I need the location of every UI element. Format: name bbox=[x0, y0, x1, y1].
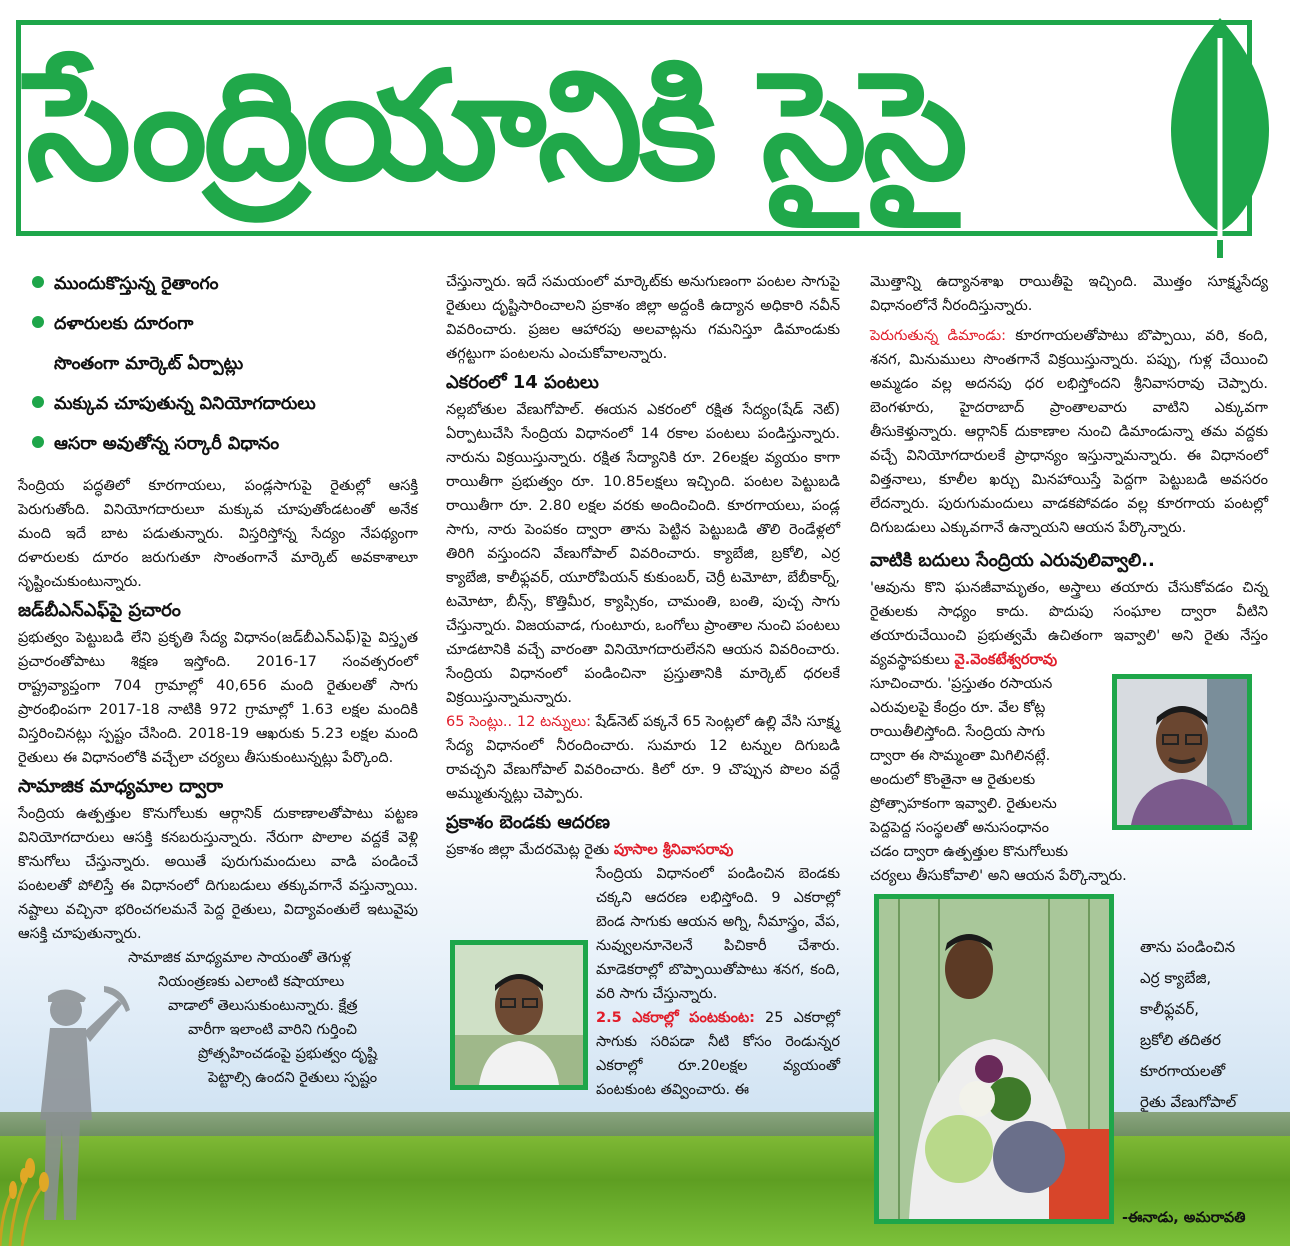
fourteen-crops-paragraph: నల్లబోతుల వేణుగోపాల్. ఈయన ఎకరంలో రక్షిత సేద్యం(షేడ్ నెట్) ఏర్పాటుచేసి సేంద్రియ విధానంలో 14 రకాల పంటలు పండిస్తున్నారు. నారును విక్రయిస్తున్నారు. రక్షిత సేద్యానికి రూ. 26లక్షల వ్యయం కాగా రాయితీగా ప్రభుత్వం రూ. 10.85లక్షలు ఇచ్చింది. పంటల పెట్టుబడి రాయితీగా రూ. 2.80 లక్షల వరకు అందించింది. కూరగాయలు, పండ్ల సాగు, నారు పెంపకం ద్వారా తాను పెట్టిన పెట్టుబడి తొలి రెండేళ్లలో తిరిగి వస్తుందని వేణుగోపాల్ వివరించారు. క్యాబేజి, బ్రకోలి, ఎర్ర క్యాబేజి, కాలీఫ్లవర్, యూరోపియన్ కుకుంబర్, చెర్రీ టమోటా, బేబీకార్న్, టమోటా, బీన్స్, కొత్తిమీర, క్యాప్సికం, చామంతి, బంతి, పుచ్చ సాగు చేస్తున్నారు. విజయవాడ, గుంటూరు, ఒంగోలు ప్రాంతాల నుంచి పంటలు చూడటానికి వచ్చే వారంతా వినియోగదారులేనని ఆయన వివరించారు. సేంద్రియ విధానంలో పండించినా ప్రస్తుతానికి మార్కెట్ ధరలకే విక్రయిస్తున్నామన్నారు. bbox=[446, 402, 840, 706]
intro-paragraph: సేంద్రియ పద్ధతిలో కూరగాయలు, పండ్లసాగుపై రైతుల్లో ఆసక్తి పెరుగుతోంది. వినియోగదారులూ మక్కువ చూపుతోండటంతో అనేక మంది ఇదే బాట పడుతున్నారు. విస్తరిస్తోన్న సేద్యం నేపథ్యంగా దళారులకు దూరం జరుగుతూ సొంతంగానే మార్కెట్ అవకాశాలూ సృష్టించుకుంటున్నారు. bbox=[18, 478, 418, 590]
byline-credit: -ఈనాడు, అమరావతి bbox=[1122, 1210, 1246, 1226]
bullet-item: ఆసరా అవుతోన్న సర్కారీ విధానం bbox=[32, 424, 418, 464]
social-media-paragraph: సేంద్రియ ఉత్పత్తుల కొనుగోలుకు ఆర్గానిక్ దుకాణాలతోపాటు పట్టణ వినియోగదారులు ఆసక్తి కనబరుస్తున్నారు. నేరుగా పొలాల వద్దకే వెళ్లి కొనుగోలు చేస్తున్నారు. అయితే పురుగుమందులు వాడి పండించే పంటలతో పోలిస్తే ఈ విధానంలో దిగుబడులు తక్కువగానే వస్తున్నాయి. నష్టాలు వచ్చినా భరించగలమనే పెద్ద రైతులు, విద్యావంతులే ఇటువైపు ఆసక్తి చూపుతున్నారు. bbox=[18, 806, 418, 942]
bullet-list bbox=[32, 264, 418, 464]
pond-paragraph: 2.5 ఎకరాల్లో పంటకుంట: 25 ఎకరాల్లో సాగుకు సరిపడా నీటి కోసం రెండున్నర ఎకరాల్లో రూ.20లక్షల వ్యయంతో పంటకుంట తవ్వించారు. ఈ bbox=[596, 1010, 840, 1098]
bullet-item: మక్కువ చూపుతున్న వినియోగదారులు bbox=[32, 384, 418, 424]
col2-opening-paragraph: చేస్తున్నారు. ఇదే సమయంలో మార్కెట్‌కు అనుగుణంగా పంటల సాగుపై రైతులు దృష్టిసారించాలని ప్రకాశం జిల్లా అద్దంకి ఉద్యాన అధికారి నవీన్ వివరించారు. ప్రజల ఆహారపు అలవాట్లను గమనిస్తూ డిమాండుకు తగ్గట్టుగా పంటలను ఎంచుకోవాలన్నారు. bbox=[446, 274, 840, 362]
subheading-okra: ప్రకాశం బెండకు ఆదరణ bbox=[446, 812, 610, 833]
photo-caption: తాను పండించిన ఎర్ర క్యాబేజి, కాలీఫ్లవర్, బ్రకోలి తదితర కూరగాయలతో రైతు వేణుగోపాల్ bbox=[1140, 938, 1237, 1111]
red-lead-pond: 2.5 ఎకరాల్లో పంటకుంట: bbox=[596, 1010, 755, 1026]
photo-venugopal bbox=[874, 894, 1114, 1224]
subheading-zbnf: జడ్‌బీఎన్ఎఫ్‌పై ప్రచారం bbox=[18, 600, 181, 621]
bullet-item: ముందుకొస్తున్న రైతాంగం bbox=[32, 264, 418, 304]
bullet-item: దళారులకు దూరంగా bbox=[32, 304, 418, 344]
red-lead-demand: పెరుగుతున్న డిమాండు: bbox=[870, 328, 1007, 344]
bullet-dot-icon bbox=[32, 436, 44, 448]
farmer-with-vegetables-image bbox=[879, 899, 1109, 1219]
portrait-image bbox=[1117, 679, 1247, 825]
bullet-dot-icon bbox=[32, 276, 44, 288]
demand-paragraph: పెరుగుతున్న డిమాండు: కూరగాయలతోపాటు బొప్పాయి, వరి, కంది, శనగ, మినుములు సొంతగానే విక్రయిస్తున్నారు. పప్పు, గుళ్ల చేయించి అమ్మడం వల్ల అదనపు ధర లభిస్తోందని శ్రీనివాసరావు చెప్పారు. బెంగళూరు, హైదరాబాద్ ప్రాంతాలవారు వాటిని ఎక్కువగా తీసుకెళ్తున్నారు. ఆర్గానిక్ దుకాణాల నుంచి డిమాండున్నా తమ వద్దకు వచ్చే వినియోగదారులకే ప్రాధాన్యం ఇస్తున్నామన్నారు. ఈ విధానంలో విత్తనాలు, కూలీల ఖర్చు మినహాయిస్తే పెద్దగా పెట్టుబడి అవసరం లేదన్నారు. పురుగుమందులు వాడకపోవడం వల్ల కూరగాయ పంటల్లో దిగుబడులు ఎక్కువగానే ఉన్నాయని ఆయన పేర్కొన్నారు. bbox=[870, 328, 1268, 536]
bullet-item: సొంతంగా మార్కెట్ ఏర్పాట్లు bbox=[54, 354, 244, 374]
okra-intro-line: ప్రకాశం జిల్లా మేదరమెట్ల రైతు పూసాల శ్రీనివాసరావు bbox=[446, 842, 734, 858]
photo-venkateswararao bbox=[1112, 674, 1252, 830]
farmer-portrait-image bbox=[455, 945, 583, 1085]
subheading-social-media: సామాజిక మాధ్యమాల ద్వారా bbox=[18, 776, 223, 797]
headline: సేంద్రియానికి సైసై bbox=[26, 40, 965, 214]
fertilizer-paragraph: 'ఆవును కొని ఘనజీవామృతం, అస్త్రాలు తయారు చేసుకోవడం చిన్న రైతులకు సాధ్యం కాదు. పొదుపు సంఘాల ద్వారా వీటిని తయారుచేయించి ప్రభుత్వమే ఉచితంగా ఇవ్వాలి' అని రైతు నేస్తం వ్యవస్థాపకులు వై.వెంకటేశ్వరరావు bbox=[870, 580, 1268, 668]
red-lead-65-cents: 65 సెంట్లు.. 12 టన్నులు: bbox=[446, 714, 592, 730]
social-media-continued: సామాజిక మాధ్యమాల సాయంతో తెగుళ్ల నియంత్రణకు ఎలాంటి కషాయాలు వాడాలో తెలుసుకుంటున్నారు. క్షేత్ర వారీగా ఇలాంటి వారిని గుర్తించి ప్రోత్సహించడంపై ప్రభుత్వం దృష్టి పెట్టాల్సి ఉందని రైతులు స్పష్టం bbox=[128, 950, 378, 1086]
photo-srinivasarao bbox=[450, 940, 588, 1090]
subheading-14-crops: ఎకరంలో 14 పంటలు bbox=[446, 372, 599, 393]
farmer-name-srinivasarao: పూసాల శ్రీనివాసరావు bbox=[613, 842, 734, 858]
onion-paragraph: 65 సెంట్లు.. 12 టన్నులు: షేడ్‌నెట్ పక్కనే 65 సెంట్లలో ఉల్లి వేసి సూక్ష్మ సేద్య విధానంలో నీరందించారు. సుమారు 12 టన్నుల దిగుబడి రావచ్చని వేణుగోపాల్ వివరించారు. కిలో రూ. 9 చొప్పున పొలం వద్దే అమ్ముతున్నట్లు చెప్పారు. bbox=[446, 714, 841, 802]
zbnf-paragraph: ప్రభుత్వం పెట్టుబడి లేని ప్రకృతి సేద్య విధానం(జడ్‌బీఎన్ఎఫ్)పై విస్తృత ప్రచారంతోపాటు శిక్షణ ఇస్తోంది. 2016-17 సంవత్సరంలో రాష్ట్రవ్యాప్తంగా 704 గ్రామాల్లో 40,656 మంది రైతులతో సాగు ప్రారంభింపగా 2017-18 నాటికి 972 గ్రామాల్లో 1.63 లక్షల మందికి విస్తరించినట్లు స్పష్టం చేసింది. 2018-19 ఆఖరుకు 5.23 లక్షల మంది రైతులు ఈ విధానంలోకి వచ్చేలా చర్యలు తీసుకుంటున్నట్లు పేర్కొంది. bbox=[18, 630, 418, 766]
leaf-icon bbox=[1150, 8, 1290, 258]
bullet-dot-icon bbox=[32, 316, 44, 328]
fertilizer-continued: సూచించారు. 'ప్రస్తుతం రసాయన ఎరువులపై కేంద్రం రూ. వేల కోట్ల రాయితీలిస్తోంది. సేంద్రియ సాగు ద్వారా ఈ సొమ్మంతా మిగిలినట్లే. అందులో కొంతైనా ఆ రైతులకు ప్రోత్సాహకంగా ఇవ్వాలి. రైతులను పెద్దపెద్ద సంస్థలతో అనుసంధానం చడం ద్వారా ఉత్పత్తుల కొనుగోలుకు చర్యలు తీసుకోవాలి' అని ఆయన పేర్కొన్నారు. bbox=[870, 676, 1127, 884]
subheading-organic-fertilizer: వాటికి బదులు సేంద్రియ ఎరువులివ్వాలి.. bbox=[870, 550, 1155, 571]
column-1 bbox=[18, 264, 418, 1090]
name-venkateswararao: వై.వెంకటేశ్వరరావు bbox=[954, 652, 1058, 668]
okra-paragraph: సేంద్రియ విధానంలో పండించిన బెండకు చక్కని ఆదరణ లభిస్తోంది. 9 ఎకరాల్లో బెండ సాగుకు ఆయన అగ్ని, నీమాస్త్రం, వేప, నువ్వులనూనెలనే పిచికారీ చేశారు. మాడెకరాల్లో బొప్పాయితోపాటు శనగ, కంది, వరి సాగు చేస్తున్నారు. bbox=[596, 866, 840, 1002]
bullet-dot-icon bbox=[32, 396, 44, 408]
col3-opening-paragraph: మొత్తాన్ని ఉద్యానశాఖ రాయితీపై ఇచ్చింది. మొత్తం సూక్ష్మసేద్య విధానంలోనే నీరందిస్తున్నారు. bbox=[870, 274, 1268, 314]
